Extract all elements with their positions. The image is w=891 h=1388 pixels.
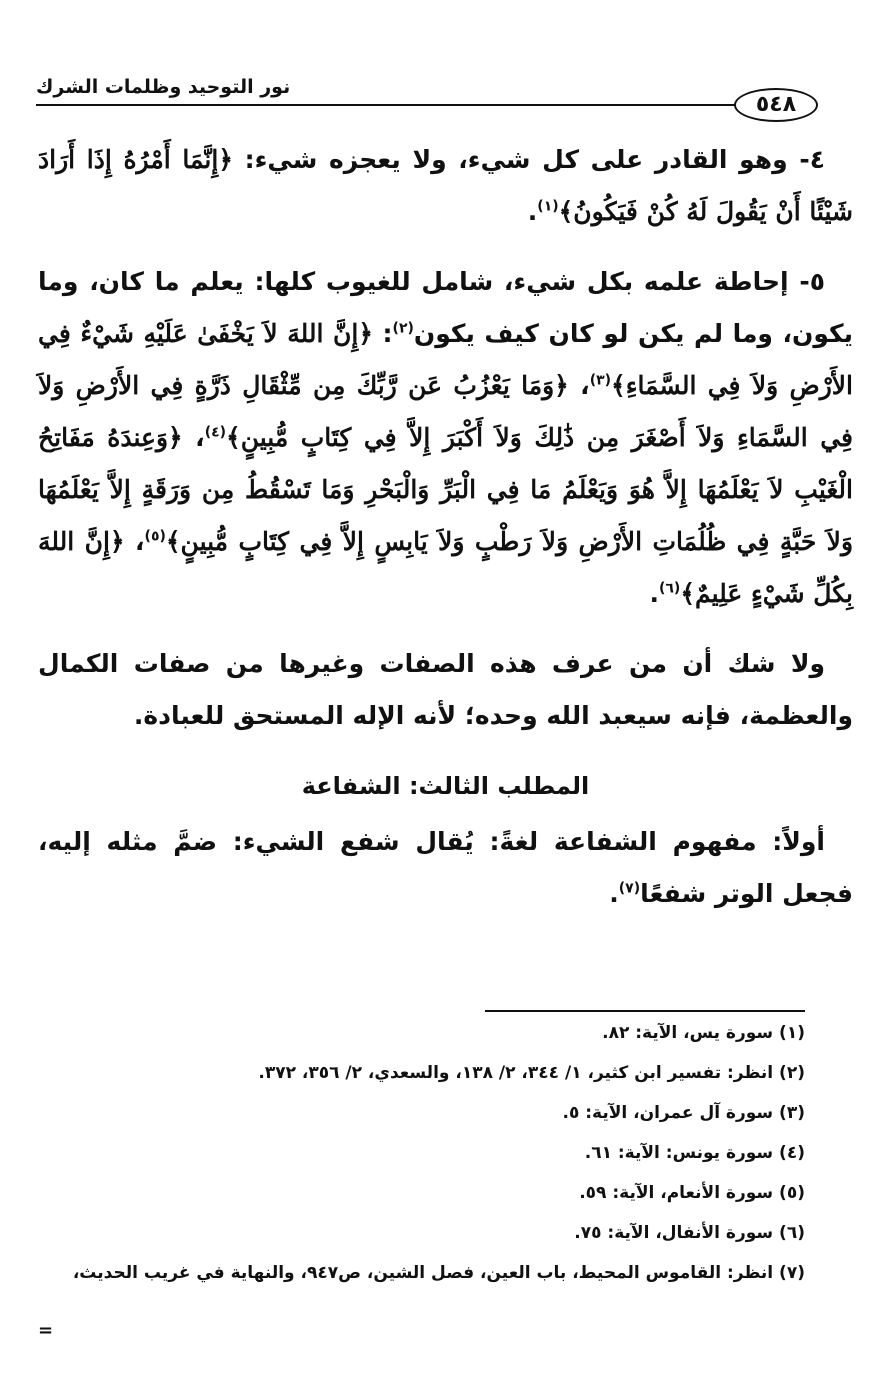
- footnote-ref: (٥): [144, 528, 166, 545]
- page-header: [36, 70, 818, 130]
- footnote-6: (٦) سورة الأنفال، الآية: ٧٥.: [574, 1223, 805, 1243]
- footnote-5: (٥) سورة الأنعام، الآية: ٥٩.: [579, 1183, 805, 1203]
- quran-verse: ﴿إِنَّمَا أَمْرُهُ إِذَا أَرَادَ شَيْئًا أَنْ يَقُولَ لَهُ كُنْ فَيَكُونُ﴾: [38, 145, 853, 226]
- paragraph-5-lead: ٥- إحاطة علمه بكل شيء، شامل للغيوب كلها: يعلم ما كان، وما يكون، وما لم يكن لو كان كيف يكون: [38, 267, 853, 348]
- running-title: نور التوحيد وظلمات الشرك: [36, 76, 291, 98]
- punctuation: ،: [182, 423, 205, 452]
- quran-verse: ﴿إِنَّ اللهَ بِكُلِّ شَيْءٍ عَلِيمٌ﴾: [38, 527, 853, 608]
- footnote-2: (٢) انظر: تفسير ابن كثير، ١/ ٣٤٤، ٢/ ١٣٨، والسعدي، ٢/ ٣٥٦، ٣٧٢.: [258, 1063, 805, 1083]
- quran-verse: ﴿وَمَا يَعْزُبُ عَن رَّبِّكَ مِن مِّثْقَالِ ذَرَّةٍ فِي الأَرْضِ وَلاَ فِي السَّمَاءِ وَلاَ أَصْغَرَ مِن ذَٰلِكَ وَلاَ أَكْبَرَ إِلاَّ فِي كِتَابٍ مُّبِينٍ﴾: [38, 371, 854, 452]
- footnote-separator: [485, 1010, 805, 1012]
- footnote-ref: (١): [537, 198, 559, 215]
- paragraph-4-lead: ٤- وهو القادر على كل شيء، ولا يعجزه شيء:: [232, 145, 825, 174]
- punctuation: ،: [124, 527, 145, 556]
- footnote-7: (٧) انظر: القاموس المحيط، باب العين، فصل الشين، ص٩٤٧، والنهاية في غريب الحديث،: [72, 1263, 805, 1283]
- paragraph-definition-text: أولاً: مفهوم الشفاعة لغةً: يُقال شفع الشيء: ضمَّ مثله إليه، فجعل الوتر شفعًا: [38, 827, 853, 908]
- footnote-ref: (٤): [204, 424, 227, 441]
- section-heading: المطلب الثالث: الشفاعة: [301, 772, 590, 800]
- main-text: [38, 134, 853, 938]
- paragraph-4: [38, 134, 853, 238]
- footnote-4: (٤) سورة يونس: الآية: ٦١.: [584, 1143, 805, 1163]
- punctuation: .: [649, 579, 659, 608]
- footnote-ref: (٧): [618, 880, 641, 897]
- punctuation: .: [609, 879, 619, 908]
- footnote-ref: (٦): [658, 580, 681, 597]
- quran-verse: ﴿إِنَّ اللهَ لاَ يَخْفَىٰ عَلَيْهِ شَيْءٌ فِي الأَرْضِ وَلاَ فِي السَّمَاءِ﴾: [38, 319, 854, 400]
- quran-verse: ﴿وَعِندَهُ مَفَاتِحُ الْغَيْبِ لاَ يَعْلَمُهَا إِلاَّ هُوَ وَيَعْلَمُ مَا فِي الْبَرِّ وَالْبَحْرِ وَمَا تَسْقُطُ مِن وَرَقَةٍ إِلاَّ يَعْلَمُهَا وَلاَ حَبَّةٍ فِي ظُلُمَاتِ الأَرْضِ وَلاَ رَطْبٍ وَلاَ يَابِسٍ إِلاَّ فِي كِتَابٍ مُّبِينٍ﴾: [38, 423, 854, 556]
- paragraph-5: [38, 256, 853, 620]
- continuation-mark: =: [38, 1320, 54, 1341]
- footnote-ref: (٣): [589, 372, 612, 389]
- footnotes: [36, 1018, 805, 1298]
- footnote-3: (٣) سورة آل عمران، الآية: ٥.: [562, 1103, 805, 1123]
- punctuation: .: [527, 197, 538, 226]
- footnote-ref: (٢): [392, 320, 414, 337]
- punctuation: ،: [568, 371, 590, 400]
- punctuation: :: [372, 319, 393, 348]
- page-number: ٥٤٨: [734, 88, 818, 122]
- paragraph-definition: [38, 816, 853, 920]
- header-rule: [36, 104, 740, 106]
- paragraph-conclusion: ولا شك أن من عرف هذه الصفات وغيرها من صفات الكمال والعظمة، فإنه سيعبد الله وحده؛ لأنه الإله المستحق للعبادة.: [38, 649, 853, 730]
- footnote-1: (١) سورة يس، الآية: ٨٢.: [602, 1023, 805, 1043]
